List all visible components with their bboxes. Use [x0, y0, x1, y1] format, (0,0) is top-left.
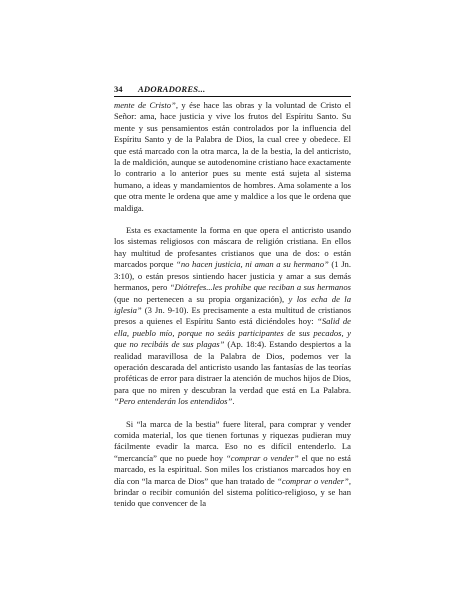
paragraph-2 [114, 225, 351, 408]
paragraph-1 [114, 100, 351, 214]
text-run: (1 Jn. 3:10), o están presos sintiendo hacer justicia y amar a sus demás hermanos, pero [114, 259, 352, 293]
page-body [114, 100, 351, 521]
running-header [114, 84, 350, 94]
text-run: (que no pertenecen a su propia organización), [114, 293, 289, 304]
text-run: . [232, 396, 235, 407]
text-run: “no hacen justicia, ni aman a su hermano” [176, 259, 329, 270]
text-run: (3 Jn. 9-10). Es precisamente a esta multitud de cristianos presos a quienes el Espíritu Santo está diciéndoles hoy: [114, 304, 351, 327]
text-run: y los echa de la iglesia” [114, 293, 351, 315]
text-run: Esta es exactamente la forma en que opera el anticristo usando los sistemas religiosos con máscara de religión cristiana. En ellos hay multitud de profesantes cristianos que una de dos: o están marcados porque [114, 225, 351, 270]
text-run: , brindar o recibir comunión del sistema político-religioso, y se han tenido que convencer de la [114, 475, 351, 509]
text-run: , y ése hace las obras y la voluntad de Cristo el Señor: ama, hace justicia y vive los frutos del Espíritu Santo. Su mente y sus pensamientos están controlados por la influencia del Espíritu Santo y de la Palabra de Dios, la cual cree y obedece. El que está marcado con la otra marca, la de la bestia, la del anticristo, la de maldición, aunque se autodenomine cristiano hace exactamente lo contrario a lo anterior pues su mente está sujeta al sistema humano, a ideas y mandamientos de hombres. Ama solamente a los que otra mente le ordena que ame y maldice a los que le ordena que maldiga. [114, 100, 351, 213]
page-number: 34 [114, 84, 123, 94]
text-run: el que no está marcado, es la espiritual. Son miles los cristianos marcados hoy en día con “la marca de Dios” que han tratado de [114, 452, 351, 486]
text-run: “Salid de ella, pueblo mío, porque no seáis participantes de sus pecados, y que no recibáis de sus plagas” [114, 316, 351, 350]
text-run: mente de Cristo” [114, 100, 176, 110]
paragraph-3 [114, 419, 351, 510]
running-title: ADORADORES... [138, 84, 206, 94]
text-run: “comprar o vender” [277, 475, 349, 486]
text-run: “comprar o vender” [226, 452, 299, 463]
text-run: (Ap. 18:4). Estando despiertos a la realidad maravillosa de la Palabra de Dios, podemos ver la operación descarada del anticristo usando las fantasías de las teorías proféticas de error para distraer la atención de muchos hijos de Dios, para que no miren y descubran la verdad que está en La Palabra. [114, 339, 351, 395]
header-rule [114, 96, 351, 97]
text-run: “Diótrefes...les prohíbe que reciban a sus hermanos [169, 282, 351, 293]
text-run: “Pero entenderán los entendidos” [114, 396, 233, 407]
text-run: Si “la marca de la bestia” fuere literal, para comprar y vender comida material, los que tienen fortunas y riquezas pudieran muy fácilmente evadir la marca. Eso no es difícil entenderlo. La “mercancía” que no puede hoy [114, 418, 351, 463]
